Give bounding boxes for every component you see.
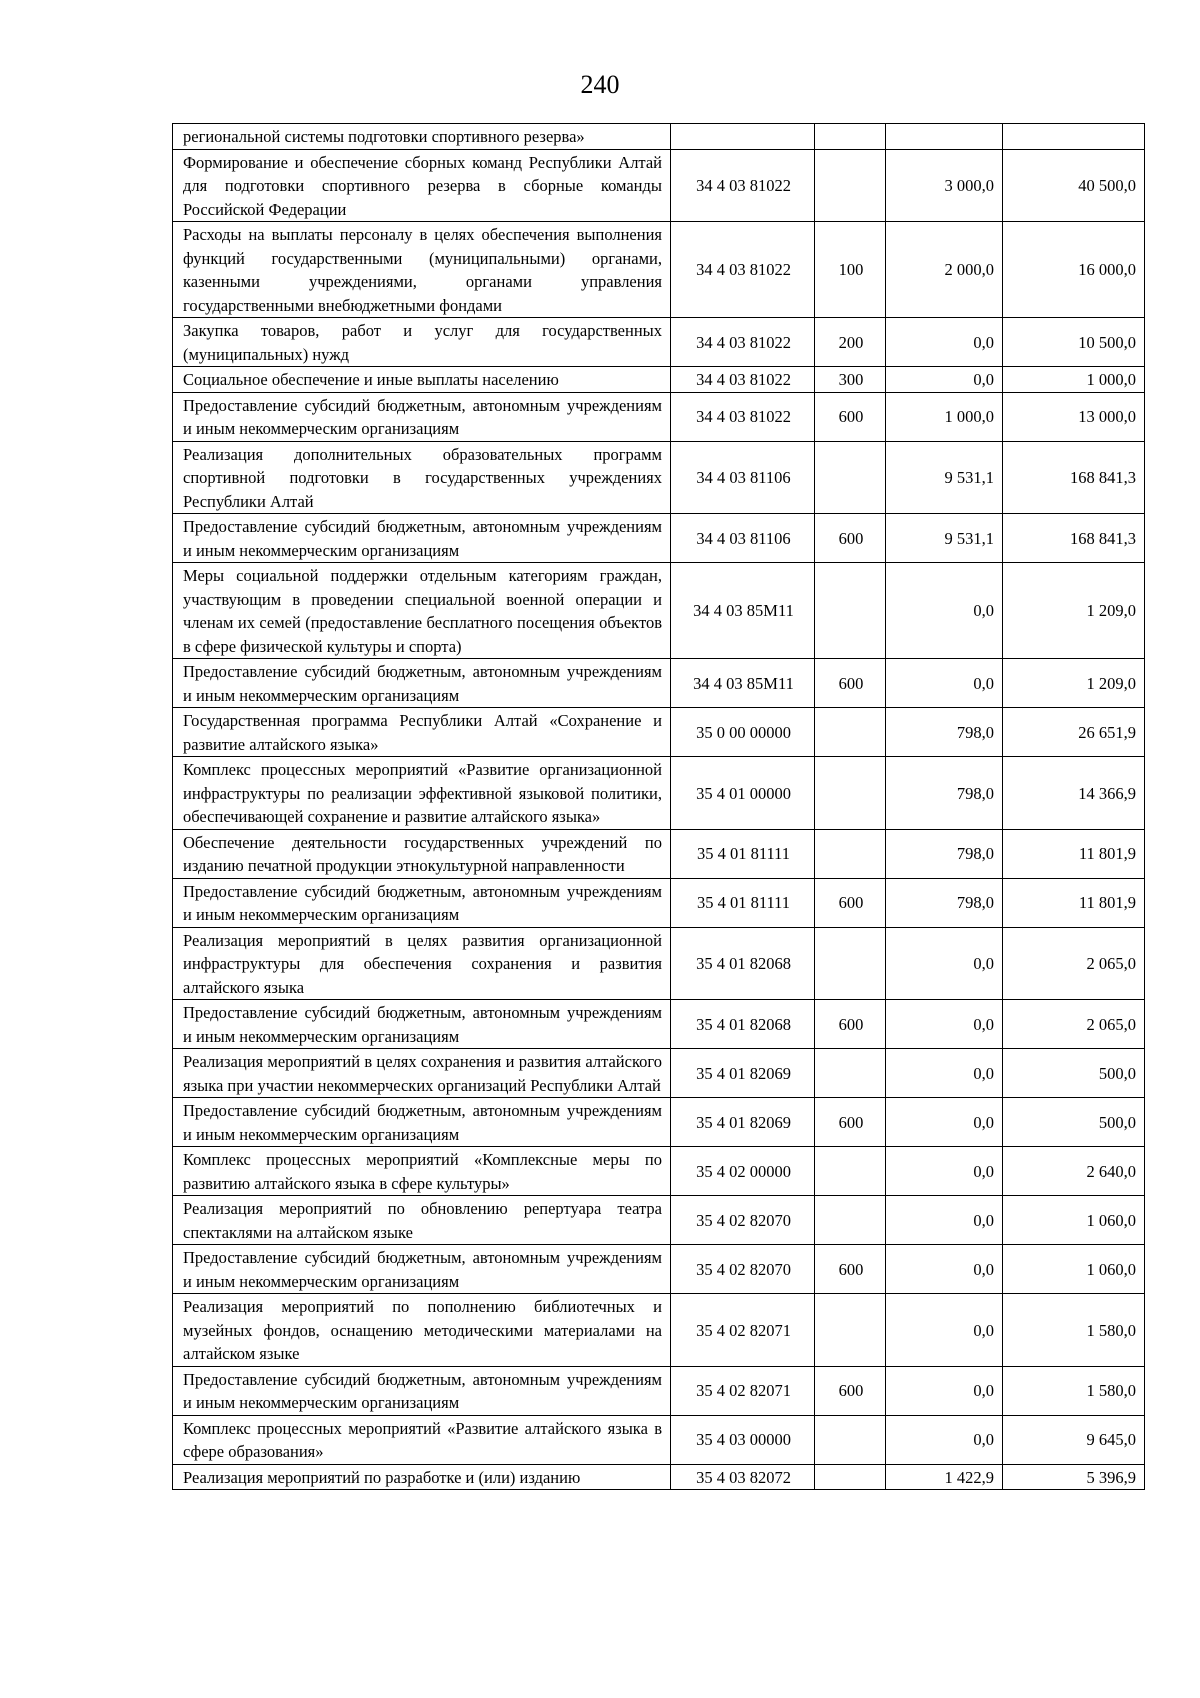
- expense-type-cell: [815, 441, 886, 514]
- item-name-cell: Закупка товаров, работ и услуг для государственных (муниципальных) нужд: [173, 318, 671, 367]
- target-article-code-cell: 34 4 03 81106: [671, 514, 815, 563]
- amount-2-cell: 2 065,0: [1003, 927, 1145, 1000]
- amount-1-cell: 1 422,9: [886, 1464, 1003, 1490]
- amount-2-cell: 500,0: [1003, 1049, 1145, 1098]
- item-name-cell: Формирование и обеспечение сборных команд Республики Алтай для подготовки спортивного резерва в сборные команды Российской Федерации: [173, 149, 671, 222]
- table-row: [173, 927, 1145, 1000]
- amount-2-cell: 1 000,0: [1003, 367, 1145, 393]
- table-row: [173, 367, 1145, 393]
- target-article-code-cell: 34 4 03 81022: [671, 392, 815, 441]
- amount-2-cell: 11 801,9: [1003, 878, 1145, 927]
- amount-1-cell: 0,0: [886, 1147, 1003, 1196]
- target-article-code-cell: 35 4 02 82071: [671, 1294, 815, 1367]
- expense-type-cell: [815, 1415, 886, 1464]
- amount-1-cell: [886, 124, 1003, 150]
- expense-type-cell: [815, 124, 886, 150]
- amount-1-cell: 0,0: [886, 563, 1003, 659]
- table-row: [173, 563, 1145, 659]
- table-row: [173, 392, 1145, 441]
- table-row: [173, 659, 1145, 708]
- amount-2-cell: 1 060,0: [1003, 1245, 1145, 1294]
- amount-1-cell: 3 000,0: [886, 149, 1003, 222]
- amount-2-cell: 1 209,0: [1003, 659, 1145, 708]
- target-article-code-cell: 35 4 03 82072: [671, 1464, 815, 1490]
- expense-type-cell: [815, 563, 886, 659]
- budget-table-body: [173, 124, 1145, 1490]
- amount-2-cell: 9 645,0: [1003, 1415, 1145, 1464]
- amount-1-cell: 0,0: [886, 1245, 1003, 1294]
- item-name-cell: Предоставление субсидий бюджетным, автономным учреждениям и иным некоммерческим организациям: [173, 514, 671, 563]
- table-row: [173, 1196, 1145, 1245]
- table-row: [173, 829, 1145, 878]
- expense-type-cell: 600: [815, 514, 886, 563]
- amount-1-cell: 0,0: [886, 318, 1003, 367]
- page-number: 240: [580, 70, 620, 99]
- expense-type-cell: 100: [815, 222, 886, 318]
- item-name-cell: Предоставление субсидий бюджетным, автономным учреждениям и иным некоммерческим организациям: [173, 1245, 671, 1294]
- item-name-cell: региональной системы подготовки спортивного резерва»: [173, 124, 671, 150]
- amount-2-cell: 168 841,3: [1003, 441, 1145, 514]
- item-name-cell: Реализация дополнительных образовательных программ спортивной подготовки в государственных учреждениях Республики Алтай: [173, 441, 671, 514]
- amount-2-cell: 5 396,9: [1003, 1464, 1145, 1490]
- expense-type-cell: 600: [815, 1245, 886, 1294]
- target-article-code-cell: 34 4 03 81022: [671, 367, 815, 393]
- expense-type-cell: [815, 1147, 886, 1196]
- table-row: [173, 1415, 1145, 1464]
- item-name-cell: Государственная программа Республики Алтай «Сохранение и развитие алтайского языка»: [173, 708, 671, 757]
- amount-2-cell: 1 209,0: [1003, 563, 1145, 659]
- table-row: [173, 1294, 1145, 1367]
- target-article-code-cell: 34 4 03 81022: [671, 318, 815, 367]
- amount-2-cell: 1 580,0: [1003, 1366, 1145, 1415]
- amount-1-cell: 1 000,0: [886, 392, 1003, 441]
- expense-type-cell: [815, 149, 886, 222]
- table-row: [173, 1098, 1145, 1147]
- amount-1-cell: 0,0: [886, 1415, 1003, 1464]
- target-article-code-cell: 35 4 02 00000: [671, 1147, 815, 1196]
- target-article-code-cell: 35 4 03 00000: [671, 1415, 815, 1464]
- item-name-cell: Реализация мероприятий по пополнению библиотечных и музейных фондов, оснащению методическими материалами на алтайском языке: [173, 1294, 671, 1367]
- table-row: [173, 757, 1145, 830]
- amount-2-cell: 1 580,0: [1003, 1294, 1145, 1367]
- item-name-cell: Реализация мероприятий в целях сохранения и развития алтайского языка при участии некоммерческих организаций Республики Алтай: [173, 1049, 671, 1098]
- target-article-code-cell: 34 4 03 85М11: [671, 659, 815, 708]
- table-row: [173, 1464, 1145, 1490]
- table-row: [173, 1049, 1145, 1098]
- target-article-code-cell: 35 4 01 00000: [671, 757, 815, 830]
- amount-1-cell: 798,0: [886, 878, 1003, 927]
- table-row: [173, 514, 1145, 563]
- table-row: [173, 441, 1145, 514]
- amount-1-cell: 0,0: [886, 1000, 1003, 1049]
- expense-type-cell: [815, 1049, 886, 1098]
- amount-2-cell: 1 060,0: [1003, 1196, 1145, 1245]
- amount-2-cell: 500,0: [1003, 1098, 1145, 1147]
- expense-type-cell: 600: [815, 392, 886, 441]
- expense-type-cell: [815, 1196, 886, 1245]
- target-article-code-cell: 34 4 03 81106: [671, 441, 815, 514]
- amount-1-cell: 9 531,1: [886, 514, 1003, 563]
- item-name-cell: Обеспечение деятельности государственных учреждений по изданию печатной продукции этнокультурной направленности: [173, 829, 671, 878]
- expense-type-cell: 600: [815, 878, 886, 927]
- expense-type-cell: [815, 1464, 886, 1490]
- amount-1-cell: 0,0: [886, 1196, 1003, 1245]
- target-article-code-cell: 35 0 00 00000: [671, 708, 815, 757]
- amount-2-cell: 2 065,0: [1003, 1000, 1145, 1049]
- expense-type-cell: 300: [815, 367, 886, 393]
- table-row: [173, 149, 1145, 222]
- table-row: [173, 318, 1145, 367]
- amount-2-cell: [1003, 124, 1145, 150]
- target-article-code-cell: 35 4 01 81111: [671, 829, 815, 878]
- item-name-cell: Предоставление субсидий бюджетным, автономным учреждениям и иным некоммерческим организациям: [173, 1366, 671, 1415]
- amount-2-cell: 16 000,0: [1003, 222, 1145, 318]
- amount-1-cell: 0,0: [886, 367, 1003, 393]
- expense-type-cell: [815, 1294, 886, 1367]
- table-row: [173, 878, 1145, 927]
- amount-2-cell: 10 500,0: [1003, 318, 1145, 367]
- amount-1-cell: 9 531,1: [886, 441, 1003, 514]
- expense-type-cell: 600: [815, 1000, 886, 1049]
- table-row: [173, 124, 1145, 150]
- table-row: [173, 222, 1145, 318]
- target-article-code-cell: 35 4 01 82069: [671, 1098, 815, 1147]
- item-name-cell: Реализация мероприятий по обновлению репертуара театра спектаклями на алтайском языке: [173, 1196, 671, 1245]
- table-row: [173, 1245, 1145, 1294]
- item-name-cell: Предоставление субсидий бюджетным, автономным учреждениям и иным некоммерческим организациям: [173, 659, 671, 708]
- amount-2-cell: 11 801,9: [1003, 829, 1145, 878]
- amount-1-cell: 0,0: [886, 1098, 1003, 1147]
- amount-1-cell: 0,0: [886, 659, 1003, 708]
- amount-2-cell: 26 651,9: [1003, 708, 1145, 757]
- expense-type-cell: [815, 829, 886, 878]
- amount-1-cell: 0,0: [886, 1049, 1003, 1098]
- target-article-code-cell: 34 4 03 81022: [671, 222, 815, 318]
- amount-1-cell: 2 000,0: [886, 222, 1003, 318]
- expense-type-cell: [815, 757, 886, 830]
- amount-1-cell: 798,0: [886, 829, 1003, 878]
- target-article-code-cell: 35 4 02 82071: [671, 1366, 815, 1415]
- expense-type-cell: [815, 927, 886, 1000]
- amount-2-cell: 40 500,0: [1003, 149, 1145, 222]
- target-article-code-cell: 35 4 01 82069: [671, 1049, 815, 1098]
- table-row: [173, 708, 1145, 757]
- item-name-cell: Комплекс процессных мероприятий «Комплексные меры по развитию алтайского языка в сфере культуры»: [173, 1147, 671, 1196]
- amount-1-cell: 0,0: [886, 927, 1003, 1000]
- budget-table: [172, 123, 1145, 1490]
- target-article-code-cell: 35 4 01 82068: [671, 927, 815, 1000]
- expense-type-cell: 200: [815, 318, 886, 367]
- item-name-cell: Социальное обеспечение и иные выплаты населению: [173, 367, 671, 393]
- table-row: [173, 1366, 1145, 1415]
- item-name-cell: Предоставление субсидий бюджетным, автономным учреждениям и иным некоммерческим организациям: [173, 1098, 671, 1147]
- item-name-cell: Предоставление субсидий бюджетным, автономным учреждениям и иным некоммерческим организациям: [173, 1000, 671, 1049]
- amount-2-cell: 13 000,0: [1003, 392, 1145, 441]
- target-article-code-cell: 35 4 02 82070: [671, 1196, 815, 1245]
- table-row: [173, 1000, 1145, 1049]
- expense-type-cell: 600: [815, 1366, 886, 1415]
- expense-type-cell: 600: [815, 659, 886, 708]
- amount-2-cell: 2 640,0: [1003, 1147, 1145, 1196]
- item-name-cell: Предоставление субсидий бюджетным, автономным учреждениям и иным некоммерческим организациям: [173, 878, 671, 927]
- table-row: [173, 1147, 1145, 1196]
- item-name-cell: Расходы на выплаты персоналу в целях обеспечения выполнения функций государственными (муниципальными) органами, казенными учреждениями, органами управления государственными внебюджетными фондами: [173, 222, 671, 318]
- item-name-cell: Реализация мероприятий по разработке и (или) изданию: [173, 1464, 671, 1490]
- item-name-cell: Меры социальной поддержки отдельным категориям граждан, участвующим в проведении специальной военной операции и членам их семей (предоставление бесплатного посещения объектов в сфере физической культуры и спорта): [173, 563, 671, 659]
- target-article-code-cell: 35 4 01 81111: [671, 878, 815, 927]
- target-article-code-cell: 35 4 02 82070: [671, 1245, 815, 1294]
- expense-type-cell: [815, 708, 886, 757]
- item-name-cell: Комплекс процессных мероприятий «Развитие организационной инфраструктуры по реализации эффективной языковой политики, обеспечивающей сохранение и развитие алтайского языка»: [173, 757, 671, 830]
- amount-2-cell: 168 841,3: [1003, 514, 1145, 563]
- target-article-code-cell: 34 4 03 81022: [671, 149, 815, 222]
- target-article-code-cell: [671, 124, 815, 150]
- amount-1-cell: 798,0: [886, 708, 1003, 757]
- amount-1-cell: 798,0: [886, 757, 1003, 830]
- target-article-code-cell: 35 4 01 82068: [671, 1000, 815, 1049]
- expense-type-cell: 600: [815, 1098, 886, 1147]
- amount-1-cell: 0,0: [886, 1366, 1003, 1415]
- amount-1-cell: 0,0: [886, 1294, 1003, 1367]
- amount-2-cell: 14 366,9: [1003, 757, 1145, 830]
- target-article-code-cell: 34 4 03 85М11: [671, 563, 815, 659]
- item-name-cell: Реализация мероприятий в целях развития организационной инфраструктуры для обеспечения сохранения и развития алтайского языка: [173, 927, 671, 1000]
- item-name-cell: Предоставление субсидий бюджетным, автономным учреждениям и иным некоммерческим организациям: [173, 392, 671, 441]
- item-name-cell: Комплекс процессных мероприятий «Развитие алтайского языка в сфере образования»: [173, 1415, 671, 1464]
